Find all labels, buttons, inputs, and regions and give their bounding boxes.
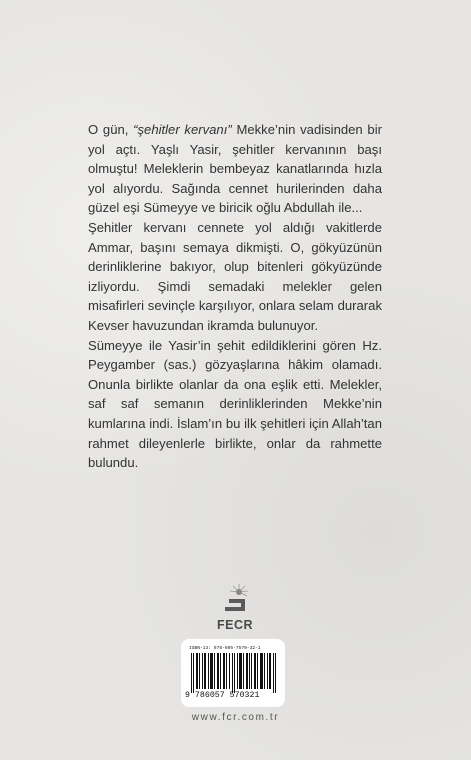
paragraph-1 <box>88 120 382 218</box>
publisher-name: FECR <box>216 618 254 632</box>
isbn-text: ISBN-13: 978-605-7570-32-1 <box>189 646 261 651</box>
paragraph-2: Şehitler kervanı cennete yol aldığı vakitlerde Ammar, başını semaya dikmişti. O, gökyüzünün derinliklerine bakıyor, olup bitenleri gökyüzünde izliyordu. Şimdi semadaki melekler gelen misafirleri sevinçle karşılıyor, onlara selam durarak Kevser havuzundan ikramda bulunuyor. <box>88 219 382 333</box>
barcode-panel <box>181 639 285 707</box>
publisher-logo <box>205 583 265 635</box>
barcode-digits: 9 786057 570321 <box>185 691 260 700</box>
paragraph-1-italic-phrase: “şehitler kervanı” <box>133 122 232 137</box>
barcode-icon <box>191 653 277 693</box>
back-cover-text <box>88 120 382 473</box>
paragraph-1-end: Mekke’nin vadisinden bir yol açtı. Yaşlı Yasir, şehitler kervanının başı olmuştu! Meleklerin bembeyaz kanatlarında hızla yol alıyordu. Sağında cennet hurilerinden daha güzel eşi Sümeyye ve biricik oğlu Abdullah ile... <box>88 122 382 216</box>
paragraph-1-start: O gün, <box>88 122 134 137</box>
fecr-logo-icon <box>217 583 253 617</box>
publisher-website[interactable]: www.fcr.com.tr <box>191 712 280 723</box>
paragraph-3: Sümeyye ile Yasir’in şehit edildiklerini gören Hz. Peygamber (sas.) gözyaşlarına hâkim olamadı. Onunla birlikte olanlar da ona eşlik etti. Melekler, saf saf semanın derinliklerinden Mekke’nin kumlarına indi. İslam’ın bu ilk şehitleri için Allah’tan rahmet dileyenlerle birlikte, onlar da rahmette bulundu. <box>88 337 382 471</box>
